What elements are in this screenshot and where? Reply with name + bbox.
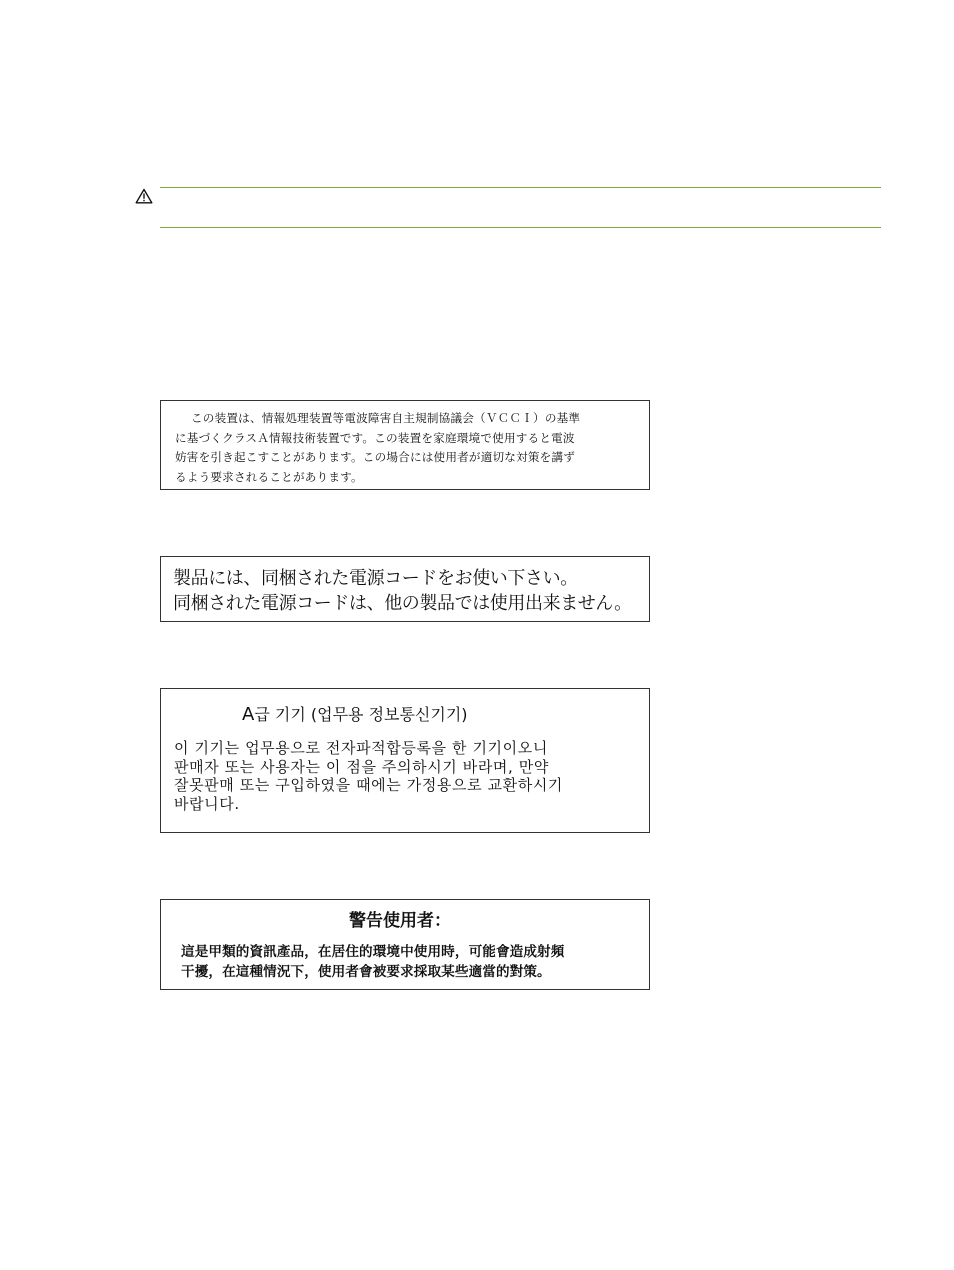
vcci-class-a-notice bbox=[160, 400, 650, 490]
taiwan-line: 干擾，在這種情況下，使用者會被要求採取某些適當的對策。 bbox=[181, 964, 551, 980]
vcci-line: この装置は、情報処理装置等電波障害自主規制協議会（ＶＣＣＩ）の基準 bbox=[191, 411, 581, 425]
vcci-line: に基づくクラスＡ情報技術装置です。この装置を家庭環境で使用すると電波 bbox=[175, 430, 575, 445]
vcci-line: 妨害を引き起こすことがあります。この場合には使用者が適切な対策を講ず bbox=[175, 450, 576, 464]
korea-line: 이 기기는 업무용으로 전자파적합등록을 한 기기이오니 bbox=[174, 739, 548, 757]
warning-triangle-icon bbox=[135, 188, 153, 204]
caution-top-rule bbox=[160, 187, 881, 188]
korea-title-text: 급 기기 (업무용 정보통신기기) bbox=[254, 705, 468, 724]
korea-line: 잘못판매 또는 구입하였을 때에는 가정용으로 교환하시기 bbox=[174, 776, 564, 794]
taiwan-line: 這是甲類的資訊產品，在居住的環境中使用時，可能會造成射頻 bbox=[181, 944, 565, 960]
power-cord-line: 製品には、同梱された電源コードをお使い下さい。 bbox=[173, 568, 578, 589]
korea-line: 바랍니다. bbox=[174, 794, 240, 813]
power-cord-notice bbox=[160, 556, 650, 622]
vcci-line: るよう要求されることがあります。 bbox=[175, 469, 363, 484]
korea-line: 판매자 또는 사용자는 이 점을 주의하시기 바라며, 만약 bbox=[174, 757, 549, 776]
caution-bottom-rule bbox=[160, 227, 881, 228]
power-cord-line: 同梱された電源コードは、他の製品では使用出来ません。 bbox=[173, 593, 632, 614]
taiwan-notice-title: 警告使用者： bbox=[349, 911, 451, 931]
taiwan-class-a-notice bbox=[160, 899, 650, 990]
korea-class-a-notice bbox=[160, 688, 650, 833]
korea-class-letter: A bbox=[242, 704, 255, 725]
korea-notice-title bbox=[242, 703, 639, 727]
